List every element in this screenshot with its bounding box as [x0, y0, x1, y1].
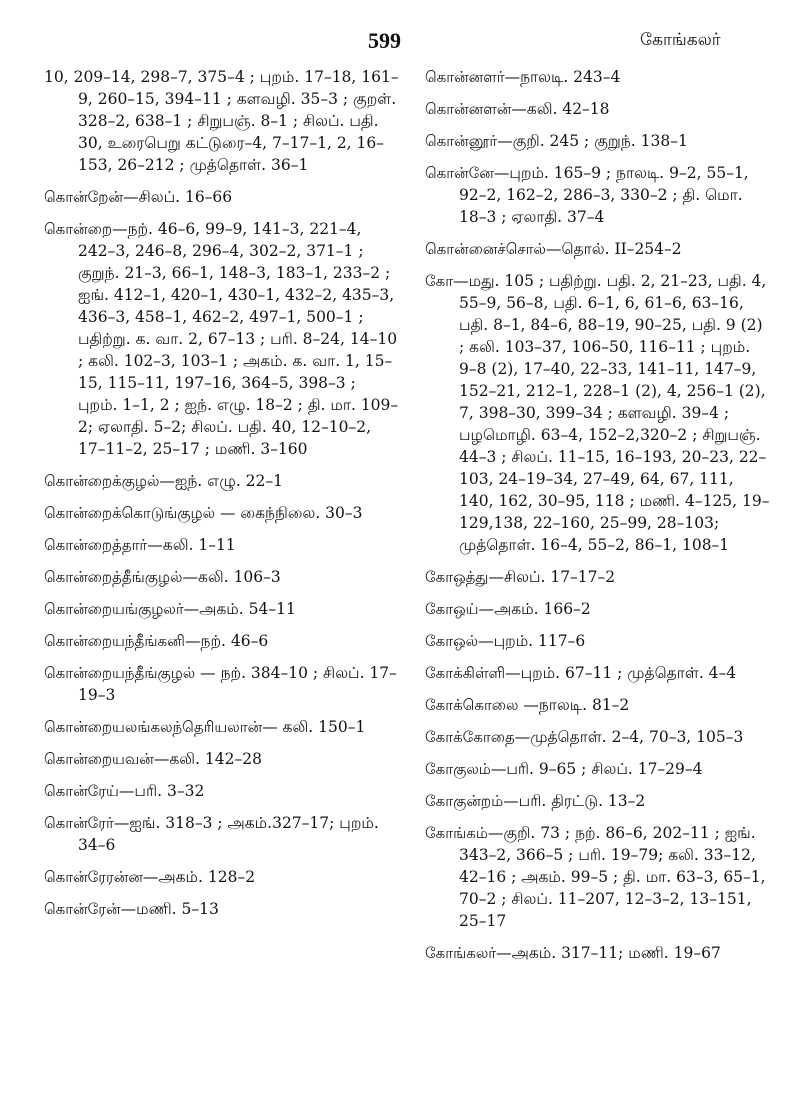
entry-headword: கொன்றைக்குழல்	[44, 472, 160, 490]
entry-headword: கோஒல்	[425, 632, 479, 650]
entry-headword: கொன்றை	[44, 220, 113, 238]
left-column	[44, 66, 399, 930]
index-entry	[425, 598, 770, 620]
entry-references: —மது. 105 ; பதிற்று. பதி. 2, 21–23, பதி. 4, 55–9, 56–8, பதி. 6–1, 6, 61–6, 63–16, பதி. 8–1, 84–6, 88–19, 90–25, பதி. 9 (2) ; கலி. 103–37, 106–50, 116–11 ; புறம். 9–8 (2), 17–40, 22–33, 141–11, 147–9, 152–21, 212–1, 228–1 (2), 4, 256–1 (2), 7, 398–30, 399–34 ; களவழி. 39–4 ; பழமொழி. 63–4, 152–2,320–2 ; சிறுபஞ். 44–3 ; சிலப். 11–15, 16–193, 20–23, 22–103, 24–19–34, 27–49, 64, 67, 111, 140, 162, 30–95, 118 ; மணி. 4–125, 19–129,138, 22–160, 25–99, 28–103; முத்தொள். 16–4, 55–2, 86–1, 108–1	[453, 272, 770, 554]
index-entry	[425, 630, 770, 652]
page-number: 599	[368, 28, 401, 53]
entry-headword: கொன்ரேய்	[44, 782, 119, 800]
index-entry	[44, 598, 399, 620]
entry-references: —பரி. 9–65 ; சிலப். 17–29–4	[490, 760, 703, 778]
index-entry	[44, 812, 399, 856]
entry-headword: கொன்னைச்சொல்	[425, 240, 546, 258]
entry-references: —கலி. 142–28	[153, 750, 262, 768]
entry-references: —புறம். 165–9 ; நாலடி. 9–2, 55–1, 92–2, 162–2, 286–3, 330–2 ; தி. மொ. 18–3 ; ஏலாதி. 37–4	[459, 164, 749, 226]
entry-headword: கொன்றைத்தீங்குழல்	[44, 568, 183, 586]
index-entry	[425, 162, 770, 228]
entry-references: —சிலப். 17–17–2	[488, 568, 616, 586]
entry-headword: கொன்றைத்தார்	[44, 536, 148, 554]
index-entry	[44, 630, 399, 652]
index-entry	[44, 662, 399, 706]
entry-references: — நற். 384–10 ; சிலப். 17–19–3	[78, 664, 397, 704]
entry-headword: கொன்றேன்	[44, 188, 124, 206]
entry-headword: கொன்னே	[425, 164, 494, 182]
entry-references: 10, 209–14, 298–7, 375–4 ; புறம். 17–18, 161–9, 260–15, 394–11 ; களவழி. 35–3 ; குறள். 328–2, 638–1 ; சிறுபஞ். 8–1 ; சிலப். பதி. 30, உரைபெறு கட்டுரை–4, 7–17–1, 2, 16–153, 26–212 ; முத்தொள். 36–1	[44, 68, 399, 174]
index-entry	[425, 790, 770, 812]
entry-references: —நற். 46–6	[185, 632, 269, 650]
entry-headword: கோக்கோதை	[425, 728, 515, 746]
entry-references: —அகம். 54–11	[183, 600, 296, 618]
index-entry	[425, 270, 770, 556]
entry-headword: கோக்கிள்ளி	[425, 664, 506, 682]
entry-references: —அகம். 166–2	[478, 600, 591, 618]
entry-headword: கொன்னளன்	[425, 100, 512, 118]
entry-headword: கொன்ரேர்	[44, 814, 114, 832]
entry-headword: கொன்றையலங்கலந்தெரியலான்	[44, 718, 263, 736]
entry-references: —மணி. 5–13	[120, 900, 219, 918]
entry-references: —கலி. 42–18	[511, 100, 610, 118]
index-entry	[44, 566, 399, 588]
index-entry	[425, 726, 770, 748]
entry-headword: கொன்னளர்	[425, 68, 505, 86]
entry-headword: கோஒத்து	[425, 568, 489, 586]
entry-references: —ஐந். எழு. 22–1	[159, 472, 284, 490]
entry-references: —கலி. 1–11	[147, 536, 236, 554]
entry-headword: கொன்றையங்குழலர்	[44, 600, 184, 618]
entry-references: —நாலடி. 81–2	[518, 696, 630, 714]
entry-headword: கோக்கொலை	[425, 696, 519, 714]
entry-references: —தொல். II–254–2	[545, 240, 682, 258]
index-entry	[425, 98, 770, 120]
entry-references: —முத்தொள். 2–4, 70–3, 105–3	[514, 728, 744, 746]
entry-headword: கொன்றைக்கொடுங்குழல்	[44, 504, 216, 522]
index-entry	[425, 566, 770, 588]
entry-references: —பரி. 3–32	[118, 782, 205, 800]
running-head: கோங்கலர்	[640, 30, 721, 50]
entry-headword: கோங்கம்	[425, 824, 488, 842]
index-entry	[44, 898, 399, 920]
entry-headword: கொன்றையந்தீங்கனி	[44, 632, 185, 650]
entry-references: —குறி. 73 ; நற். 86–6, 202–11 ; ஐங். 343–2, 366–5 ; பரி. 19–79; கலி. 33–12, 42–16 ; அகம். 99–5 ; தி. மா. 63–3, 65–1, 70–2 ; சிலப். 11–207, 12–3–2, 13–151, 25–17	[459, 824, 766, 930]
index-entry	[44, 866, 399, 888]
index-entry	[425, 942, 770, 964]
index-entry	[44, 470, 399, 492]
entry-references: —கலி. 106–3	[182, 568, 281, 586]
right-column	[425, 66, 770, 974]
entry-headword: கோகுன்றம்	[425, 792, 504, 810]
index-entry	[425, 758, 770, 780]
index-entry	[44, 218, 399, 460]
index-entry	[44, 502, 399, 524]
entry-references: —ஐங். 318–3 ; அகம்.327–17; புறம். 34–6	[78, 814, 379, 854]
entry-headword: கொன்ரேரன்ன	[44, 868, 143, 886]
entry-headword: கோஒய்	[425, 600, 479, 618]
entry-headword: கொன்றையவன்	[44, 750, 154, 768]
entry-references: — கைந்நிலை. 30–3	[215, 504, 363, 522]
index-entry	[425, 66, 770, 88]
entry-references: —புறம். 117–6	[478, 632, 586, 650]
index-entry	[425, 822, 770, 932]
entry-references: —நாலடி. 243–4	[504, 68, 621, 86]
index-entry	[425, 694, 770, 716]
entry-headword: கோங்கலர்	[425, 944, 497, 962]
index-entry	[425, 238, 770, 260]
entry-headword: கொன்னூர்	[425, 132, 498, 150]
entry-references: —புறம். 67–11 ; முத்தொள். 4–4	[505, 664, 737, 682]
entry-references: —நற். 46–6, 99–9, 141–3, 221–4, 242–3, 246–8, 296–4, 302–2, 371–1 ; குறுந். 21–3, 66–1, 148–3, 183–1, 233–2 ; ஐங். 412–1, 420–1, 430–1, 432–2, 435–3, 436–3, 458–1, 462–2, 497–1, 500–1 ; பதிற்று. க. வா. 2, 67–13 ; பரி. 8–24, 14–10 ; கலி. 102–3, 103–1 ; அகம். க. வா. 1, 15–15, 115–11, 197–16, 364–5, 398–3 ; புறம். 1–1, 2 ; ஐந். எழு. 18–2 ; தி. மா. 109–2; ஏலாதி. 5–2; சிலப். பதி. 40, 12–10–2, 17–11–2, 25–17 ; மணி. 3–160	[78, 220, 399, 458]
entry-references: —பரி. திரட்டு. 13–2	[503, 792, 646, 810]
entry-references: —சிலப். 16–66	[123, 188, 233, 206]
entry-headword: கொன்ரேன்	[44, 900, 121, 918]
entry-references: — கலி. 150–1	[262, 718, 366, 736]
entry-headword: கோ	[425, 272, 454, 290]
entry-references: —அகம். 128–2	[142, 868, 256, 886]
entry-references: —அகம். 317–11; மணி. 19–67	[496, 944, 721, 962]
index-entry	[425, 662, 770, 684]
index-entry	[425, 130, 770, 152]
entry-references: —குறி. 245 ; குறுந். 138–1	[497, 132, 688, 150]
index-entry	[44, 780, 399, 802]
index-entry	[44, 534, 399, 556]
index-entry	[44, 748, 399, 770]
index-entry	[44, 716, 399, 738]
index-entry	[44, 66, 399, 176]
index-entry	[44, 186, 399, 208]
entry-headword: கோகுலம்	[425, 760, 491, 778]
entry-headword: கொன்றையந்தீங்குழல்	[44, 664, 196, 682]
